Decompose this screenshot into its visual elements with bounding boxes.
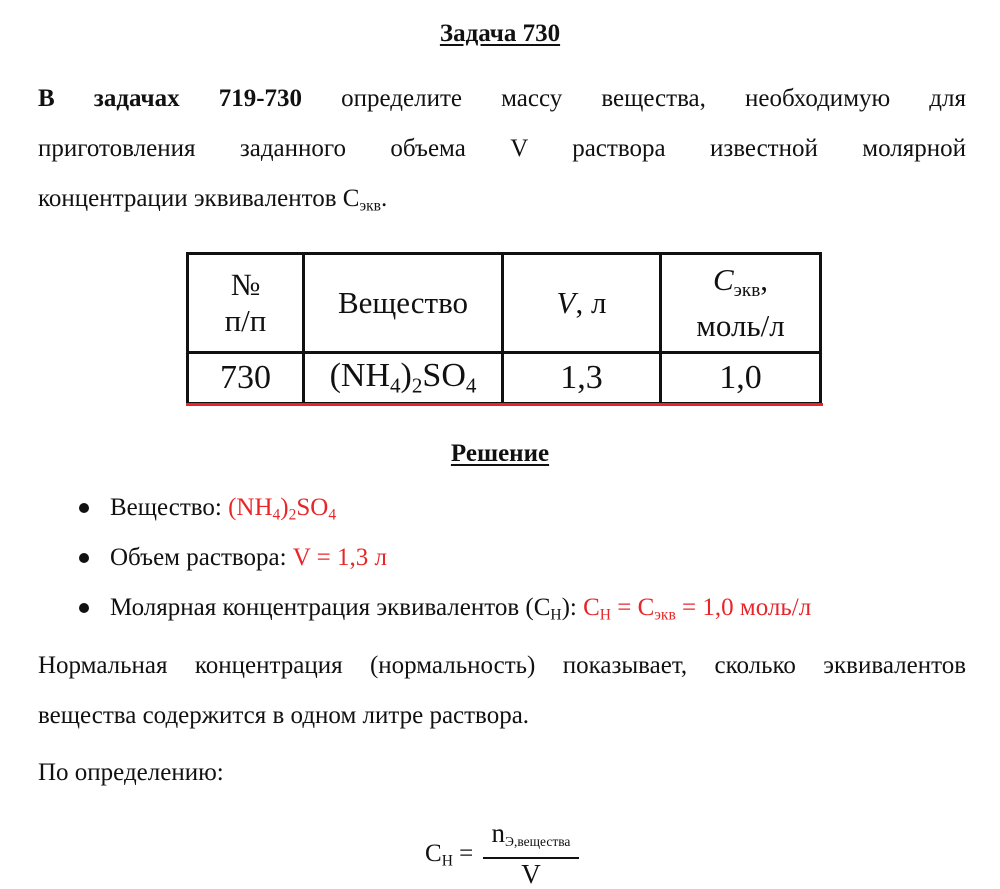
solution-title: Решение [450, 440, 550, 467]
volume-value: V = 1,3 л [292, 544, 387, 571]
task-bold-prefix: В задачах 719-730 [38, 85, 303, 112]
paragraph-line: Нормальная концентрация (нормальность) показывает, сколько эквивалентов [38, 652, 966, 679]
page-title: Задача 730 [439, 20, 561, 47]
formula-fraction [483, 818, 579, 889]
paragraph-normality [38, 641, 966, 741]
bullet-icon [79, 553, 89, 563]
header-concentration: $C_{экв}$, моль/л [661, 254, 821, 353]
list-item: Вещество: $(NH_4)_2SO_4$ [76, 487, 811, 537]
cell-num: 730 [188, 353, 304, 404]
table-row [188, 353, 821, 404]
red-underline [186, 403, 823, 406]
cell-substance: $(NH_4)_2SO_4$ [304, 353, 503, 404]
task-statement [38, 74, 966, 232]
header-substance: Вещество [304, 254, 503, 353]
bullet-icon [79, 603, 89, 613]
paragraph-line: вещества содержится в одном литре раствора. [38, 702, 530, 729]
list-item: Молярная концентрация эквивалентов $(С_Н)$: $С_Н = С_{экв} = 1,0$ моль/л [76, 587, 811, 637]
cell-concentration: 1,0 [661, 353, 821, 404]
given-list [76, 487, 811, 637]
table-header-row [188, 254, 821, 353]
header-volume: V, л [503, 254, 661, 353]
formula-denominator: V [521, 859, 541, 889]
task-line-1-rest: определите массу вещества, необходимую для [341, 85, 967, 112]
formula-lhs: $С_Н$ = [425, 840, 474, 870]
data-table [186, 252, 822, 405]
formula-numerator: $n_{Э,вещества}$ [491, 818, 571, 850]
paragraph-definition: По определению: [38, 759, 224, 786]
header-num: № п/п [188, 254, 304, 353]
concentration-value: $С_Н = С_{экв} = 1,0$ моль/л [583, 594, 812, 624]
task-line-3: концентрации эквивалентов $С_{экв}$. [38, 185, 388, 215]
cell-volume: 1,3 [503, 353, 661, 404]
substance-value: $(NH_4)_2SO_4$ [228, 494, 337, 524]
task-line-1 [38, 74, 966, 124]
bullet-icon [79, 503, 89, 513]
list-item: Объем раствора: V = 1,3 л [76, 537, 811, 587]
task-line-2: приготовления заданного объема V раствора известной молярной [38, 135, 966, 162]
